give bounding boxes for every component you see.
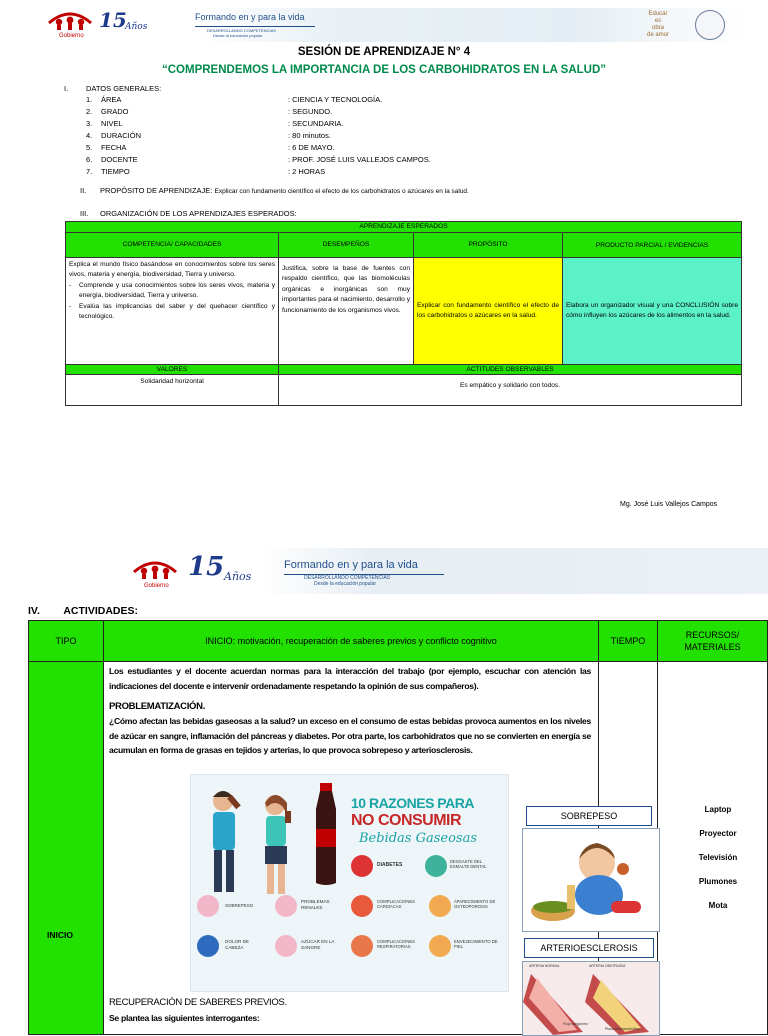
motto-line: Educar <box>648 11 668 17</box>
belly-icon <box>197 895 219 917</box>
competencia-item-text: Evalúa las implicancias del saber y del quehacer científico y tecnológico. <box>79 302 275 321</box>
sobrepeso-image <box>522 828 660 932</box>
aprendizajes-table <box>65 221 742 406</box>
session-title: SESIÓN DE APRENDIZAJE N° 4 <box>297 46 471 58</box>
datos-number: 2. <box>86 107 93 116</box>
reason-item <box>351 895 427 921</box>
section-1-heading: DATOS GENERALES: <box>86 84 162 93</box>
column-header: PRODUCTO PARCIAL / EVIDENCIAS <box>563 233 742 258</box>
soda-bottle-icon <box>306 783 346 887</box>
datos-number: 4. <box>86 131 93 140</box>
recuperacion-heading: RECUPERACIÓN DE SABERES PREVIOS. <box>109 997 287 1008</box>
lungs-icon <box>351 935 373 957</box>
column-header: TIEMPO <box>599 621 658 662</box>
reason-label: DIABETES <box>377 862 403 868</box>
reason-item <box>429 935 505 961</box>
column-header: INICIO: motivación, recuperación de saberes previos y conflicto cognitivo <box>104 621 599 662</box>
column-header: DESEMPEÑOS <box>279 233 414 258</box>
problem-heading: PROBLEMATIZACIÓN. <box>109 701 206 712</box>
face-icon <box>429 935 451 957</box>
slogan: Formando en y para la vida <box>195 12 305 22</box>
actitud-cell: Es empático y solidario con todos. <box>279 375 742 406</box>
infographic-title-3: Bebidas Gaseosas <box>359 831 478 846</box>
slogan: Formando en y para la vida <box>284 559 418 571</box>
reason-item <box>275 895 345 921</box>
column-header: RECURSOS/ MATERIALES <box>658 621 768 662</box>
bone-icon <box>429 895 451 917</box>
motto-line: de amor <box>646 32 669 38</box>
recurso-item: Televisión <box>698 853 738 862</box>
section-4-heading: ACTIVIDADES: <box>63 605 138 617</box>
section-2-line <box>100 186 760 197</box>
header-stripe <box>195 26 315 27</box>
kidney-icon <box>275 895 297 917</box>
infographic-title-1: 10 RAZONES PARA <box>351 795 474 811</box>
anniversary-word: Años <box>125 22 148 32</box>
datos-number: 6. <box>86 155 93 164</box>
actividades-table <box>28 620 768 1035</box>
slogan-sub-2: Desde la educación popular <box>213 33 263 38</box>
reason-label: DOLOR DE CABEZA <box>225 939 249 950</box>
reason-label: ENVEJECIMIENTO DE PIEL <box>454 939 498 949</box>
slogan-sub-1: DESARROLLANDO COMPETENCIAS <box>207 28 276 33</box>
valores-header: VALORES <box>66 365 279 375</box>
session-subtitle: “COMPRENDEMOS LA IMPORTANCIA DE LOS CARBOHIDRATOS EN LA SALUD” <box>161 64 607 76</box>
reason-label: AZÚCAR EN LA SANGRE <box>301 939 335 950</box>
reason-item <box>351 855 421 881</box>
reason-item <box>429 895 505 921</box>
competencia-item-text: Comprende y usa conocimientos sobre los seres vivos, materia y energía, biodiversidad, Tierra y universo. <box>79 281 275 300</box>
artery-label: Flujo sanguíneo <box>563 1022 588 1026</box>
section-3-numeral: III. <box>80 209 89 218</box>
gobierno-logo-icon <box>47 11 93 33</box>
datos-value: : 80 minutos. <box>288 131 331 140</box>
overweight-child-icon <box>523 829 657 929</box>
column-header: COMPETENCIA/ CAPACIDADES <box>66 233 279 258</box>
datos-label: GRADO <box>101 107 129 116</box>
infographic-title-2: NO CONSUMIR <box>351 812 462 829</box>
anniversary-number: 15 <box>188 552 225 582</box>
section-2-text: Explicar con fundamento científico el efecto de los carbohidratos o azúcares en la salud. <box>214 188 469 195</box>
head-icon <box>197 935 219 957</box>
reason-item <box>197 895 267 921</box>
anniversary-word: Años <box>224 570 252 583</box>
actitudes-header: ACTITUDES OBSERVABLES <box>279 365 742 375</box>
section-4-title <box>28 605 138 617</box>
tipo-cell <box>29 662 104 1035</box>
reason-label: APARECIMIENTO DE OSTEOPOROSIS <box>454 899 496 909</box>
educar-motto <box>641 11 675 39</box>
reason-item <box>197 935 267 961</box>
datos-value: : 6 DE MAYO. <box>288 143 335 152</box>
column-header: TIPO <box>29 621 104 662</box>
producto-cell: Elabora un organizador visual y una CONCLUSIÓN sobre cómo influyen los azúcares de los alimentos en la salud. <box>563 258 742 365</box>
datos-label: DOCENTE <box>101 155 138 164</box>
proposito-cell: Explicar con fundamento científico el efecto de los carbohidratos o azúcares en la salud. <box>414 258 563 365</box>
artery-label: ARTERIA NORMAL <box>529 964 560 968</box>
heart-icon <box>351 895 373 917</box>
motto-line: obra <box>651 25 664 31</box>
blood-icon <box>275 935 297 957</box>
slogan-sub-2: Desde la educación popular <box>314 581 376 587</box>
recuperacion-text: Se plantea las siguientes interrogantes: <box>109 1013 260 1023</box>
tipo-label: INICIO <box>47 930 73 940</box>
competencia-item: - Evalúa las implicancias del saber y del quehacer científico y tecnológico. <box>69 302 275 323</box>
datos-label: DURACIÓN <box>101 131 142 140</box>
datos-value: : CIENCIA Y TECNOLOGÍA. <box>288 95 383 104</box>
competencia-intro: Explica el mundo físico basándose en conocimientos sobre los seres vivos, materia y energía, biodiversidad, Tierra y universo. <box>69 261 275 279</box>
recursos-cell <box>658 662 768 1035</box>
inicio-content-cell <box>104 662 640 1035</box>
datos-label: FECHA <box>101 143 127 152</box>
page-2-header-banner <box>118 548 768 594</box>
diabetes-icon <box>351 855 373 877</box>
competencia-cell <box>66 258 279 365</box>
reason-label: COMPLICACIONES RESPIRATORIAS <box>377 939 415 949</box>
artery-icon <box>523 962 659 1035</box>
logo-caption: Gobierno <box>144 583 169 589</box>
datos-value: : SECUNDARIA. <box>288 119 344 128</box>
page-header-banner <box>45 8 745 42</box>
reason-item <box>425 855 505 881</box>
datos-number: 3. <box>86 119 93 128</box>
recurso-item: Laptop <box>704 805 732 814</box>
artery-label: Placa arteriosclerótica <box>605 1027 640 1031</box>
section-1-numeral: I. <box>64 84 69 93</box>
signature: Mg. José Luis Vallejos Campos <box>620 501 718 508</box>
section-3-heading: ORGANIZACIÓN DE LOS APRENDIZAJES ESPERADOS: <box>100 209 297 218</box>
artery-label: ARTERIA OBSTRUIDA <box>589 964 626 968</box>
column-header: PROPÓSITO <box>414 233 563 258</box>
recurso-item: Proyector <box>699 829 737 838</box>
tooth-icon <box>425 855 447 877</box>
intro-paragraph: Los estudiantes y el docente acuerdan normas para la interacción del trabajo (por ejemplo, escuchar con atención las indicaciones del docente e intervenir ordenadamente respetando la opinión de sus compañeros). <box>109 666 591 691</box>
reason-label: PROBLEMAS RENALES <box>301 899 330 910</box>
sobrepeso-label: SOBREPESO <box>526 806 652 826</box>
infographic-gaseosas <box>190 774 509 992</box>
datos-value: : 2 HORAS <box>288 167 326 176</box>
reason-label: COMPLICACIONES CARDIACAS <box>377 899 415 909</box>
datos-value: : SEGUNDO. <box>288 107 333 116</box>
datos-value: : PROF. JOSÉ LUIS VALLEJOS CAMPOS. <box>288 155 431 164</box>
section-2-numeral: II. <box>80 186 87 195</box>
reason-label: DESGASTE DEL ESMALTE DENTAL <box>450 859 487 869</box>
school-seal-icon <box>695 10 725 40</box>
logo-caption: Gobierno <box>59 33 84 39</box>
slogan-sub-1: DESARROLLANDO COMPETENCIAS <box>304 575 391 581</box>
datos-label: NIVEL <box>101 119 123 128</box>
datos-number: 1. <box>86 95 93 104</box>
arterioesclerosis-label: ARTERIOESCLEROSIS <box>524 938 654 958</box>
reason-item <box>351 935 427 961</box>
reason-label: SOBREPESO <box>225 903 254 908</box>
datos-label: TIEMPO <box>101 167 130 176</box>
valor-cell: Solidaridad horizontal <box>66 375 279 406</box>
anniversary-number: 15 <box>99 8 127 32</box>
problem-paragraph: ¿Cómo afectan las bebidas gaseosas a la salud? un exceso en el consumo de estas bebidas provoca aumentos en los niveles de azúcar en sangre, inflamación del páncreas y diabetes. Por otra parte, los carbohidratos que no se convierten en energía se acumulan en forma de grasas en tejidos y arterias, lo que provoca sobrepeso y arteriosclerosis. <box>109 716 591 756</box>
arterioesclerosis-image <box>522 961 660 1036</box>
gobierno-logo-icon <box>132 560 178 582</box>
competencia-item: - Comprende y usa conocimientos sobre los seres vivos, materia y energía, biodiversidad, Tierra y universo. <box>69 281 275 302</box>
recurso-item: Mota <box>708 901 728 910</box>
section-2-heading: PROPÓSITO DE APRENDIZAJE: <box>100 186 213 195</box>
datos-label: ÁREA <box>101 95 122 104</box>
section-4-numeral: IV. <box>28 605 40 617</box>
table-banner: APRENDIZAJE ESPERADOS <box>66 222 742 233</box>
motto-line: es <box>654 18 662 24</box>
recurso-item: Plumones <box>698 877 738 886</box>
datos-number: 5. <box>86 143 93 152</box>
people-drinking-icon <box>195 781 305 901</box>
reason-item <box>275 935 345 961</box>
desempenos-cell: Justifica, sobre la base de fuentes con respaldo científico, que las biomoléculas orgánicas e inorgánicas son muy importantes para el nacimiento, desarrollo y funcionamiento de los organismos vivos. <box>279 258 414 365</box>
datos-number: 7. <box>86 167 93 176</box>
